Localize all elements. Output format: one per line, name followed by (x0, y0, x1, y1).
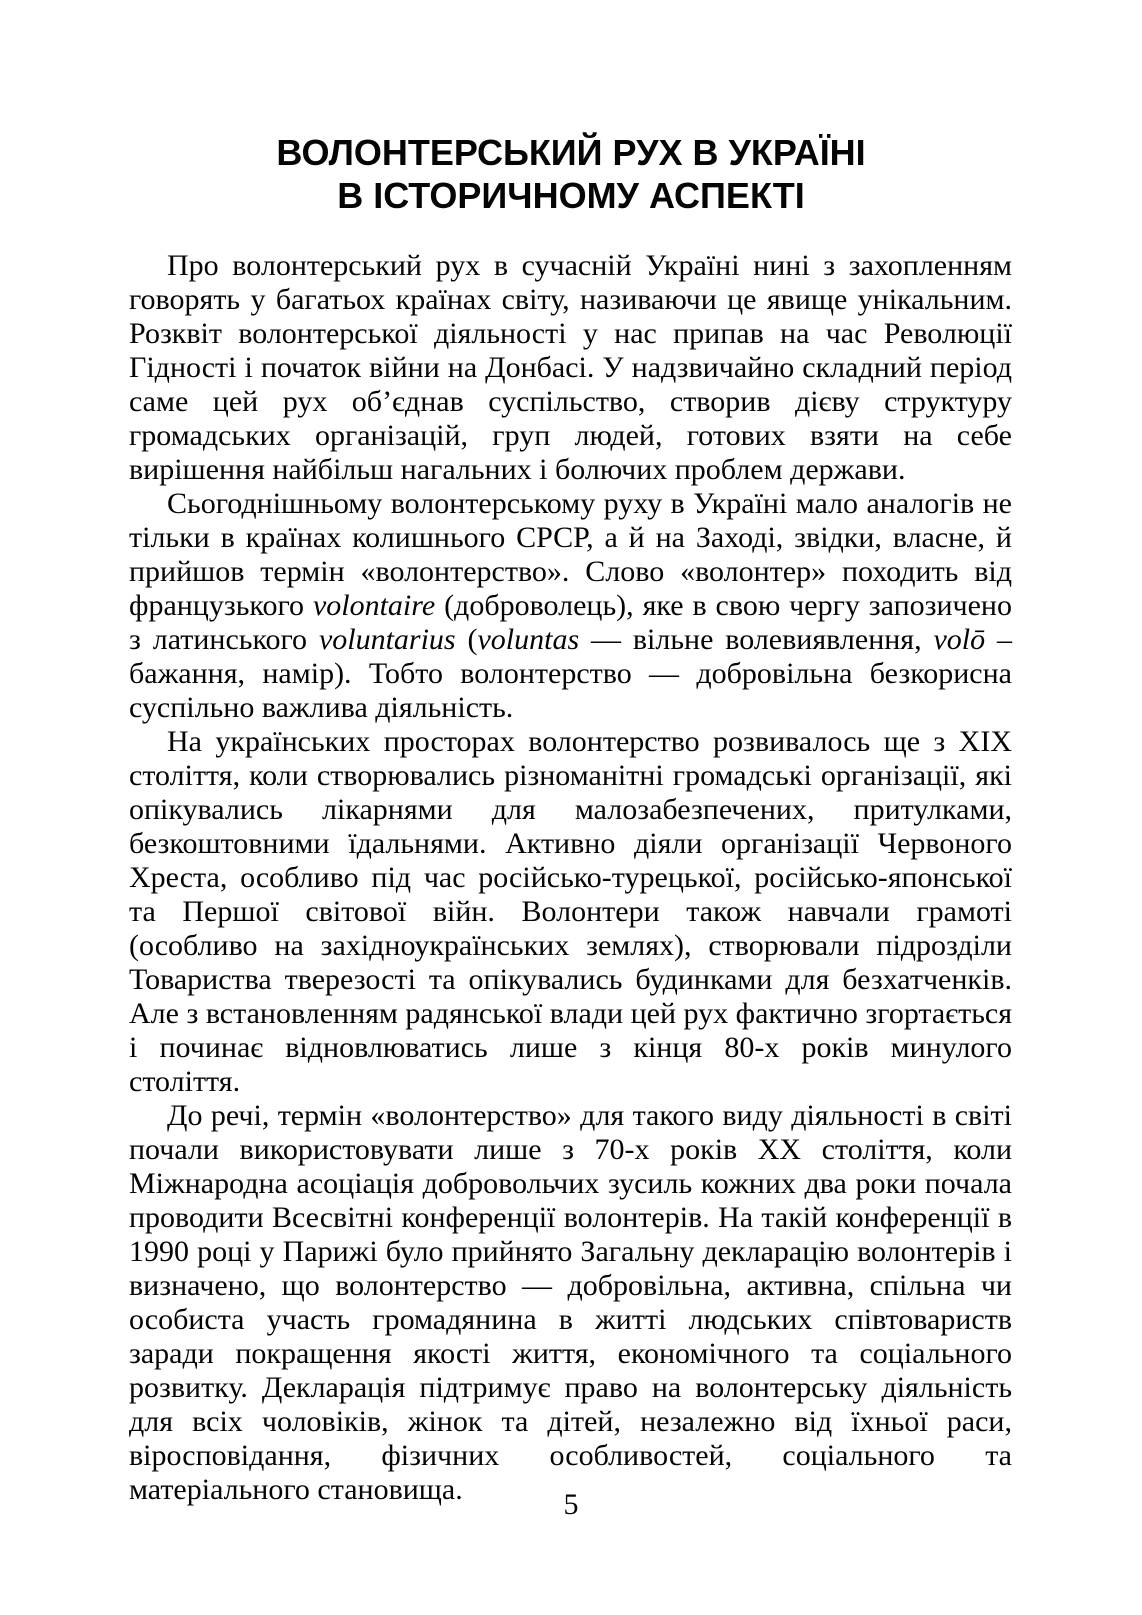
text-run: Сьогоднішньому волонтерському руху в Україні мало аналогів не тільки в країнах колишнього СРСР, а й на Заході, звідки, власне, й прийшов термін «волонтерство». Слово «волонтер» походить від французького (129, 487, 1012, 622)
italic-text-run: volontaire (312, 589, 436, 622)
paragraph (129, 249, 1012, 487)
text-run: – бажання, намір). Тобто волонтерство — добровільна безкорисна суспільно важлива діяльність. (129, 623, 1013, 724)
page-number: 5 (563, 1488, 579, 1521)
title-line-1: ВОЛОНТЕРСЬКИЙ РУХ В УКРАЇНІ (276, 132, 866, 173)
paragraph (129, 1099, 1012, 1507)
paragraph (129, 725, 1012, 1099)
text-run: ( (455, 623, 478, 656)
title-line-2: В ІСТОРИЧНОМУ АСПЕКТІ (337, 175, 805, 216)
text-run: (доброволець), яке в свою чергу запозичено з латинського (129, 589, 1012, 656)
text-run: На українських просторах волонтерство розвивалось ще з XIX століття, коли створювались різноманітні громадські організації, які опікувались лікарнями для малозабезпечених, притулками, безкоштовними їдальнями. Активно діяли організації Червоного Хреста, особливо під час російсько-турецької, російсько-японської та Першої світової війн. Волонтери також навчали грамоті (особливо на західноукраїнських землях), створювали підрозділи Товариства тверезості та опікувались будинками для безхатченків. Але з встановленням радянської влади цей рух фактично згортається і починає відновлюватись лише з кінця 80-х років минулого століття. (129, 725, 1012, 1098)
text-run: Про волонтерський рух в сучасній Україні нині з захопленням говорять у багатьох країнах світу, називаючи це явище унікальним. Розквіт волонтерської діяльності у нас припав на час Революції Гідності і початок війни на Донбасі. У надзвичайно складний період саме цей рух об’єднав суспільство, створив дієву структуру громадських організацій, груп людей, готових взяти на себе вирішення найбільш нагальних і болючих проблем держави. (129, 249, 1012, 486)
text-run: До речі, термін «волонтерство» для такого виду діяльності в світі почали використовувати лише з 70-х років XX століття, коли Міжнародна асоціація добровольчих зусиль кожних два роки почала проводити Всесвітні конференції волонтерів. На такій конференції в 1990 році у Парижі було прийнято Загальну декларацію волонтерів і визначено, що волонтерство — добровільна, активна, спільна чи особиста участь громадянина в житті людських співтовариств заради покращення якості життя, економічного та соціального розвитку. Декларація підтримує право на волонтерську діяльність для всіх чоловіків, жінок та дітей, незалежно від їхньої раси, віросповідання, фізичних особливостей, соціального та матеріального становища. (129, 1099, 1012, 1506)
italic-text-run: voluntarius (318, 623, 456, 656)
italic-text-run: volō (933, 623, 986, 656)
page-title (0, 131, 1142, 217)
document-body (129, 249, 1012, 1507)
paragraph (129, 487, 1012, 725)
italic-text-run: voluntas (477, 623, 580, 656)
text-run: — вільне волевиявлення, (579, 623, 934, 656)
